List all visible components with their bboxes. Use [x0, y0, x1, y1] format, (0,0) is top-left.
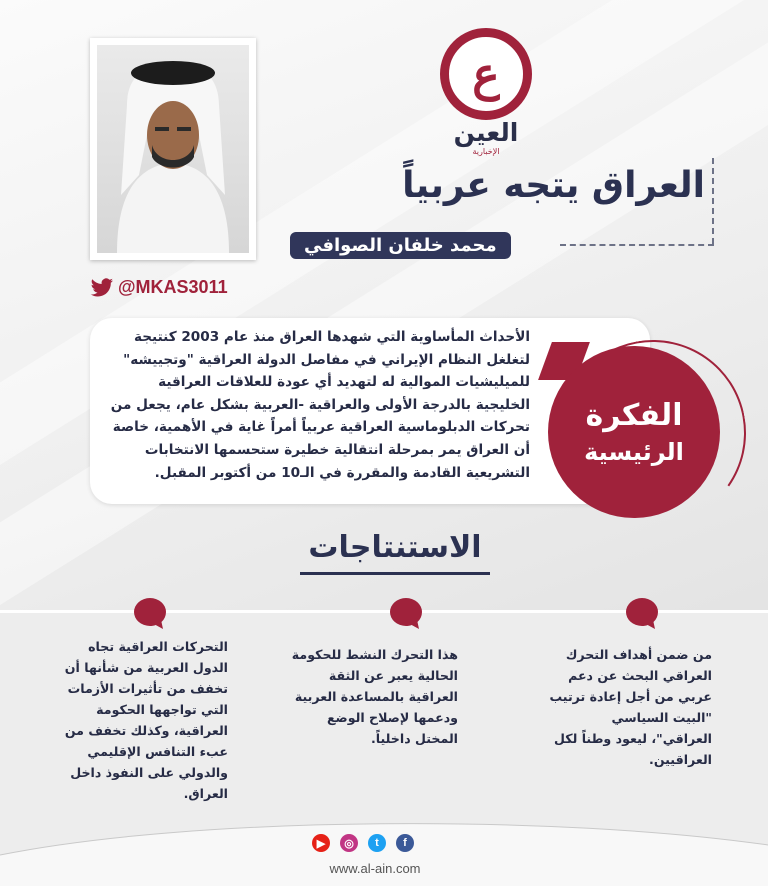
logo-glyph: ع [472, 47, 500, 101]
facebook-icon[interactable]: f [396, 834, 414, 852]
conclusions-title: الاستنتاجات [308, 530, 482, 565]
speech-bubble-icon [624, 596, 660, 630]
author-photo [90, 38, 256, 260]
speech-bubble-icon [132, 596, 168, 630]
logo-subtitle: الإخبارية [472, 147, 500, 156]
conclusion-item-1: من ضمن أهداف التحرك العراقي البحث عن دعم عربي من أجل إعادة ترتيب "البيت السياسي العراقي"، ليعود وطناً لكل العراقيين. [549, 647, 712, 767]
al-ain-logo [440, 28, 532, 120]
main-idea-text: الأحداث المأساوية التي شهدها العراق منذ عام 2003 كنتيجة لتغلغل النظام الإيراني في مفاصل الدولة العراقية "وتجييشه" للميليشيات الموالية له لتهديد أي عودة للعلاقات العراقية الخليجية بالدرجة الأولى والعراقية -العربية بشكل عام، يجعل من تحركات الدبلوماسية العراقية عربياً أمراً غاية في الأهمية، خاصة أن العراق يمر بمرحلة انتقالية خطيرة ستحسمها الانتخابات التشريعية القادمة والمقررة في الـ10 من أكتوبر المقبل. [110, 329, 530, 481]
twitter-icon [90, 278, 114, 298]
twitter-icon[interactable]: t [368, 834, 386, 852]
author-portrait-image [97, 45, 249, 253]
main-idea-label-line1: الفكرة [585, 398, 683, 433]
youtube-icon[interactable]: ▶ [312, 834, 330, 852]
website-link[interactable]: www.al-ain.com [329, 861, 421, 876]
author-name: محمد خلفان الصوافي [290, 232, 511, 259]
instagram-icon[interactable]: ◎ [340, 834, 358, 852]
twitter-link[interactable] [90, 277, 228, 298]
twitter-handle: @MKAS3011 [118, 277, 228, 297]
headline: العراق يتجه عربياً [402, 165, 705, 206]
logo-name: العين [453, 118, 519, 147]
conclusion-item-3: التحركات العراقية تجاه الدول العربية من شأنها أن تخفف من تأثيرات الأزمات التي تواجهها الحكومة العراقية، وكذلك تخفف من عبء التنافس الإقليمي والدولي على النفوذ داخل العراق. [64, 639, 228, 801]
conclusion-item-2: هذا التحرك النشط للحكومة الحالية يعبر عن الثقة العراقية بالمساعدة العربية ودعمها لإصلاح الوضع المختل داخلياً. [291, 647, 458, 746]
headline-dashed-line [712, 158, 714, 244]
author-dashed-line [560, 244, 714, 246]
main-idea-badge [548, 346, 720, 518]
speech-bubble-icon [388, 596, 424, 630]
social-links [312, 834, 414, 852]
main-idea-label-line2: الرئيسية [584, 438, 684, 466]
conclusions-underline [300, 572, 490, 575]
